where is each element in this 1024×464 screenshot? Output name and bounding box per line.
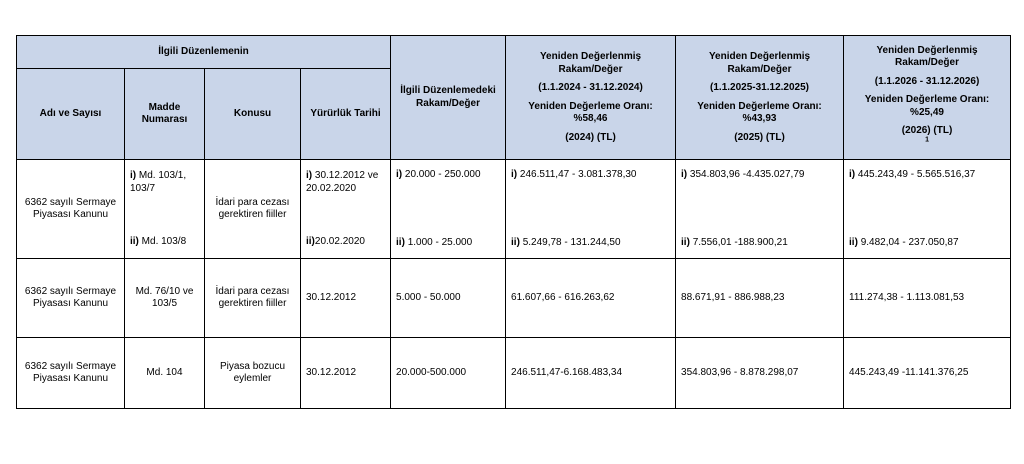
period-2024-range: (1.1.2024 - 31.12.2024) [538, 82, 643, 93]
group-header: İlgili Düzenlemenin [17, 36, 391, 69]
law-name: 6362 sayılı Sermaye Piyasası Kanunu [17, 259, 125, 338]
period-2026-rate-label: Yeniden Değerleme Oranı: [864, 94, 990, 106]
col-date-header: Yürürlük Tarihi [301, 69, 391, 160]
period-2024-unit: (2024) (TL) [565, 131, 616, 143]
period-2025-unit: (2025) (TL) [734, 131, 785, 143]
subject-cell: İdari para cezası gerektiren fiiller [205, 160, 301, 259]
col-amount-header: İlgili Düzenlemedeki Rakam/Değer [391, 36, 506, 160]
period-2024-header [506, 36, 676, 160]
period-2025-rate-label: Yeniden Değerleme Oranı: [697, 100, 822, 112]
period-2025-title: Yeniden Değerlenmiş Rakam/Değer [708, 51, 811, 75]
value-2026-part-ii: ii) 9.482,04 - 237.050,87 [849, 236, 959, 248]
value-2024-part-i: i) 246.511,47 - 3.081.378,30 [511, 169, 637, 180]
period-2024-rate-label: Yeniden Değerleme Oranı: [528, 100, 653, 112]
value-2026-cell [844, 160, 1011, 259]
col-subject-header: Konusu [205, 69, 301, 160]
period-2025-header [676, 36, 844, 160]
amount-part-ii: ii) 1.000 - 25.000 [396, 236, 473, 248]
col-article-header: Madde Numarası [125, 69, 205, 160]
period-2026-unit: (2026) (TL) $^1$ [901, 125, 953, 144]
value-2025-cell [676, 160, 844, 259]
period-2024-title: Yeniden Değerlenmiş Rakam/Değer [539, 51, 642, 75]
amount-cell [391, 160, 506, 259]
revaluation-table [16, 35, 1011, 409]
article-cell: Md. 104 [125, 338, 205, 409]
value-2026-part-i: i) 445.243,49 - 5.565.516,37 [849, 169, 976, 180]
table-row [17, 259, 1011, 338]
amount-cell: 20.000-500.000 [391, 338, 506, 409]
table-row [17, 160, 1011, 259]
subject-cell: Piyasa bozucu eylemler [205, 338, 301, 409]
amount-cell: 5.000 - 50.000 [391, 259, 506, 338]
law-name: 6362 sayılı Sermaye Piyasası Kanunu [17, 338, 125, 409]
value-2026-cell: 111.274,38 - 1.113.081,53 [844, 259, 1011, 338]
value-2026-cell: 445.243,49 -11.141.376,25 [844, 338, 1011, 409]
date-cell [301, 160, 391, 259]
value-2024-cell: 61.607,66 - 616.263,62 [506, 259, 676, 338]
value-2025-part-i: i) 354.803,96 -4.435.027,79 [681, 169, 805, 180]
date-part-i: i) 30.12.2012 ve 20.02.2020 [306, 170, 379, 194]
col-name-header: Adı ve Sayısı [17, 69, 125, 160]
article-part-i: i) Md. 103/1, 103/7 [130, 170, 187, 194]
value-2024-cell: 246.511,47-6.168.483,34 [506, 338, 676, 409]
article-cell: Md. 76/10 ve 103/5 [125, 259, 205, 338]
period-2024-rate: %58,46 [573, 113, 608, 124]
period-2026-rate: %25,49 [910, 106, 944, 118]
date-part-ii: ii)20.02.2020 [306, 235, 365, 247]
value-2025-cell: 88.671,91 - 886.988,23 [676, 259, 844, 338]
article-cell [125, 160, 205, 259]
subject-cell: İdari para cezası gerektiren fiiller [205, 259, 301, 338]
period-2025-range: (1.1.2025-31.12.2025) [710, 82, 809, 93]
date-cell: 30.12.2012 [301, 259, 391, 338]
amount-part-i: i) 20.000 - 250.000 [396, 169, 481, 180]
period-2026-header [844, 36, 1011, 160]
footnote-marker: 1 [925, 136, 929, 144]
period-2026-range: (1.1.2026 - 31.12.2026) [874, 75, 980, 87]
period-2025-rate: %43,93 [742, 113, 777, 124]
article-part-ii: ii) Md. 103/8 [130, 235, 187, 247]
value-2025-part-ii: ii) 7.556,01 -188.900,21 [681, 236, 788, 248]
law-name: 6362 sayılı Sermaye Piyasası Kanunu [17, 160, 125, 259]
value-2025-cell: 354.803,96 - 8.878.298,07 [676, 338, 844, 409]
value-2024-part-ii: ii) 5.249,78 - 131.244,50 [511, 236, 621, 248]
table-row [17, 338, 1011, 409]
value-2024-cell [506, 160, 676, 259]
date-cell: 30.12.2012 [301, 338, 391, 409]
period-2026-title: Yeniden Değerlenmiş Rakam/Değer [876, 44, 978, 69]
